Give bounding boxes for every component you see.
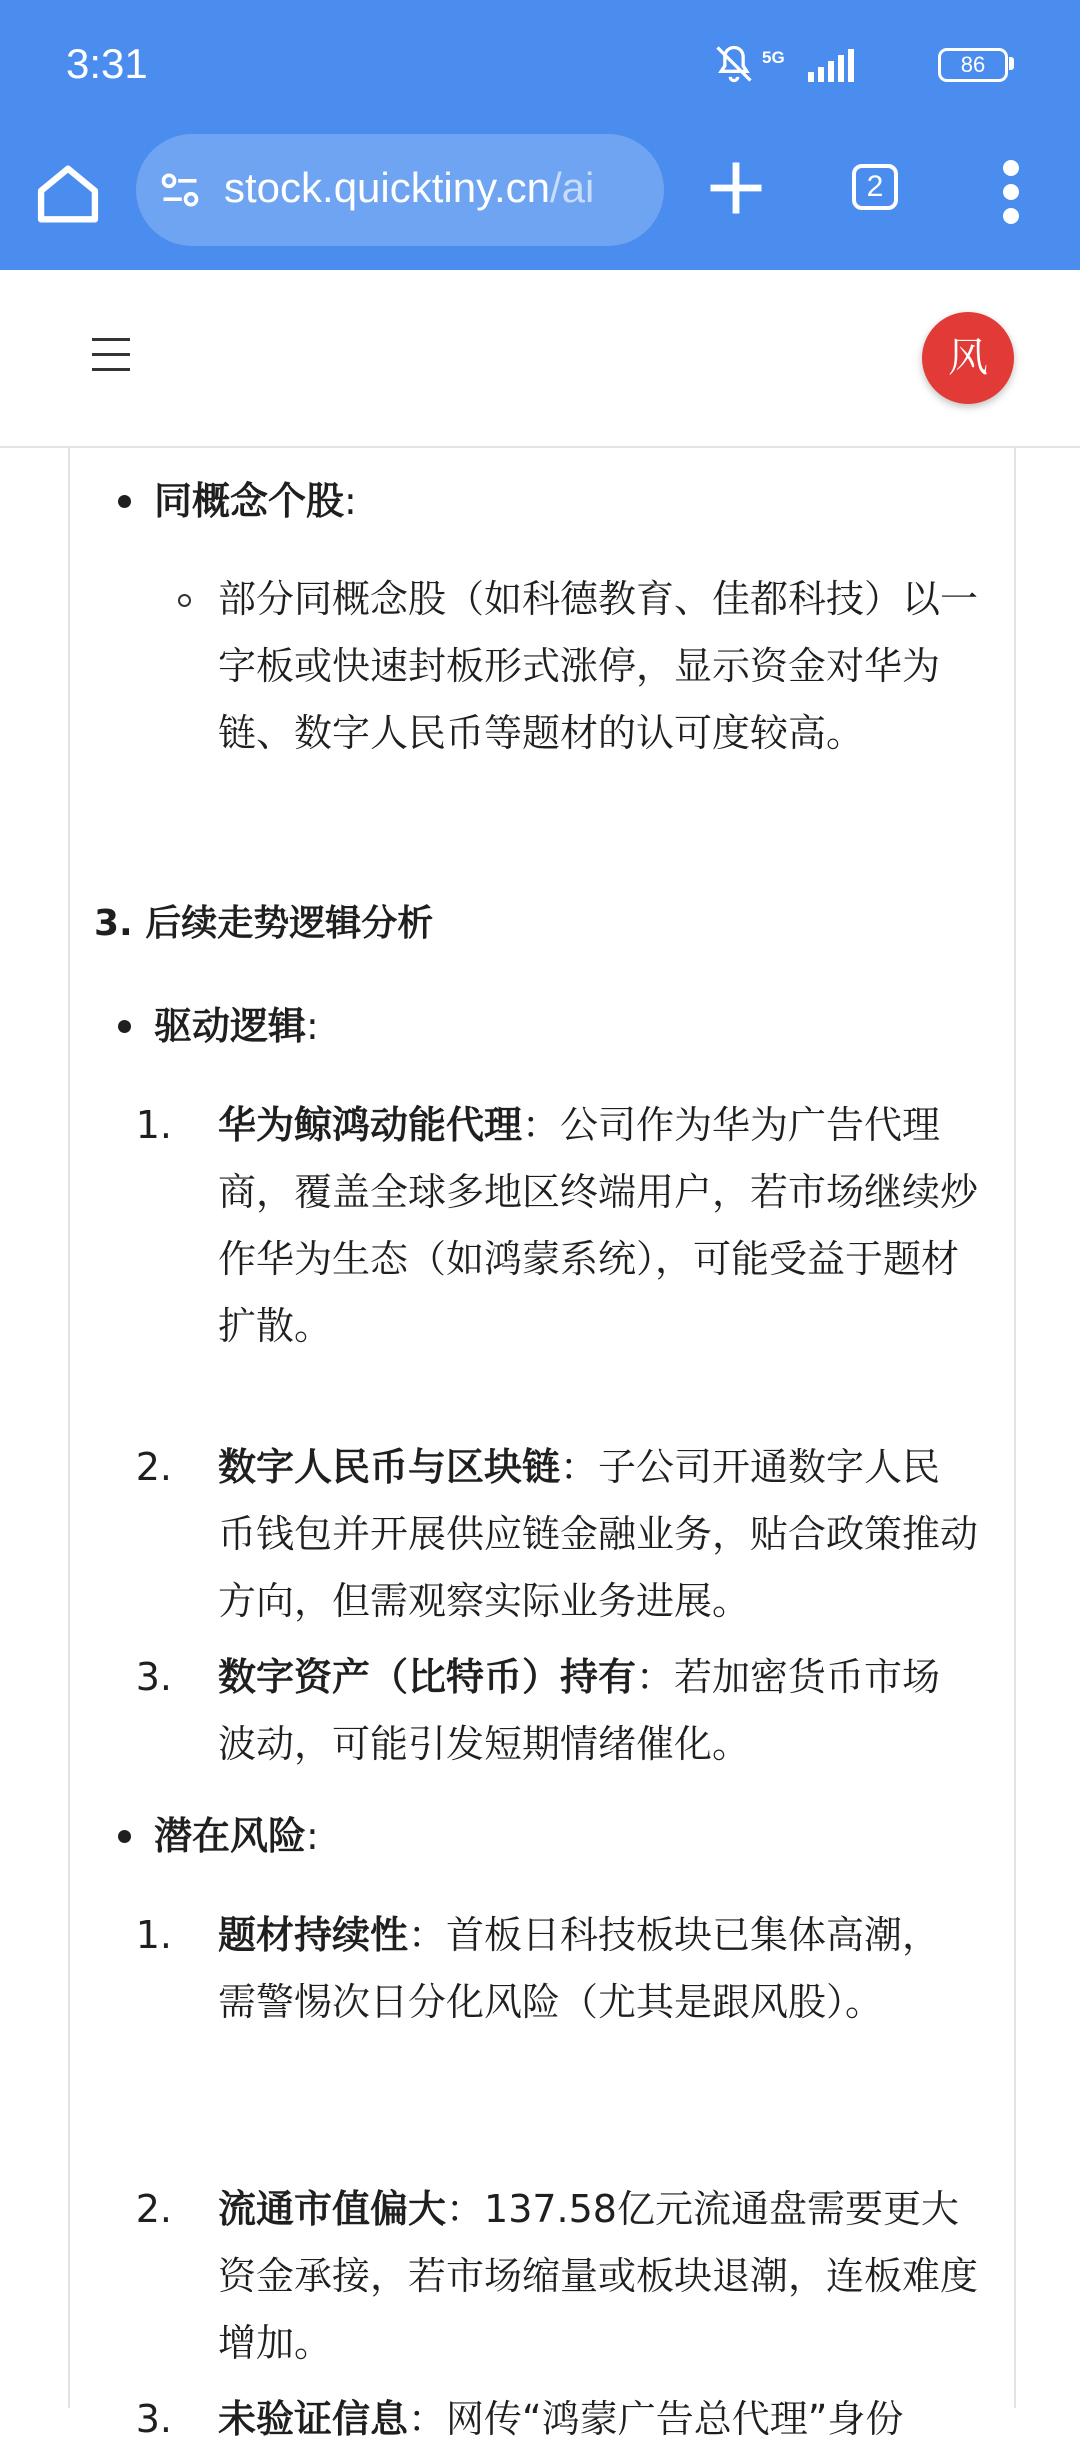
status-bar xyxy=(0,0,1080,130)
browser-toolbar xyxy=(0,130,1080,270)
risk-1-text: 题材持续性：首板日科技板块已集体高潮，需警惕次日分化风险（尤其是跟风股）。 xyxy=(218,1913,941,2024)
url-text xyxy=(224,164,594,212)
risk-2-number: 2. xyxy=(135,2187,172,2231)
bullet-icon xyxy=(118,1830,131,1843)
risk-3-text: 未验证信息：网传“鸿蒙广告总代理”身份 xyxy=(218,2397,904,2441)
status-time: 3:31 xyxy=(66,40,148,87)
risk-3-number: 3. xyxy=(135,2397,172,2441)
risks-heading: 潜在风险: xyxy=(154,1814,319,1858)
bullet-icon xyxy=(118,1020,131,1033)
article-card xyxy=(68,448,1016,2441)
more-menu-icon[interactable] xyxy=(986,156,1036,228)
bullet-icon xyxy=(118,495,131,508)
risk-1-number: 1. xyxy=(135,1913,172,1957)
site-header xyxy=(0,270,1080,448)
avatar[interactable]: 风 xyxy=(922,312,1014,404)
hamburger-menu-icon[interactable] xyxy=(92,338,132,378)
driver-2-text: 数字人民币与区块链：子公司开通数字人民币钱包并开展供应链金融业务，贴合政策推动方向，但需观察实际业务进展。 xyxy=(218,1445,979,1623)
signal-icon xyxy=(762,46,874,86)
concept-detail: 部分同概念股（如科德教育、佳都科技）以一字板或快速封板形式涨停，显示资金对华为链、数字人民币等题材的认可度较高。 xyxy=(218,577,979,755)
driver-1-number: 1. xyxy=(135,1103,172,1147)
new-tab-button[interactable] xyxy=(702,154,770,222)
circle-bullet-icon xyxy=(178,594,191,607)
section-3-title: 3. 后续走势逻辑分析 xyxy=(94,903,434,944)
drivers-heading: 驱动逻辑: xyxy=(154,1004,319,1048)
driver-3-number: 3. xyxy=(135,1655,172,1699)
driver-1-text: 华为鲸鸿动能代理：公司作为华为广告代理商，覆盖全球多地区终端用户，若市场继续炒作华为生态（如鸿蒙系统），可能受益于题材扩散。 xyxy=(218,1103,979,1348)
url-host: stock.quicktiny.cn xyxy=(224,164,551,211)
driver-3-text: 数字资产（比特币）持有：若加密货币市场波动，可能引发短期情绪催化。 xyxy=(218,1655,941,1766)
concept-heading: 同概念个股: xyxy=(154,479,357,523)
site-settings-icon[interactable] xyxy=(158,168,202,212)
url-path: /ai xyxy=(550,164,595,211)
address-bar[interactable] xyxy=(136,134,664,246)
home-button[interactable] xyxy=(30,156,106,232)
battery-icon xyxy=(938,48,1014,80)
driver-2-number: 2. xyxy=(135,1445,172,1489)
bell-off-icon xyxy=(712,42,756,86)
concept-label: 同概念个股 xyxy=(154,479,345,523)
tab-switcher-button[interactable]: 2 xyxy=(852,164,898,210)
risk-2-text: 流通市值偏大：137.58亿元流通盘需要更大资金承接，若市场缩量或板块退潮，连板难度增加。 xyxy=(218,2187,979,2365)
battery-level: 86 xyxy=(938,48,1008,82)
status-icons xyxy=(694,42,1014,88)
network-type-label: 5G xyxy=(762,48,785,67)
